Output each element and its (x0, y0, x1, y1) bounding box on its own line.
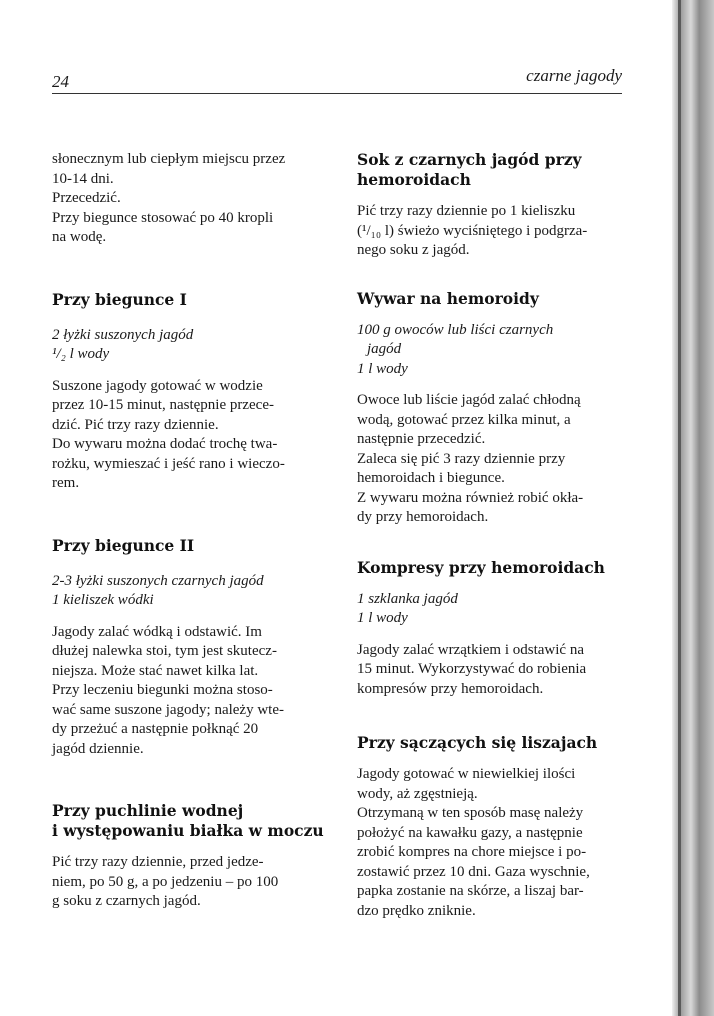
header-rule (52, 93, 622, 94)
text-line: 10-14 dni. (52, 170, 114, 187)
section-title: hemoroidach (357, 170, 471, 189)
text-line: zrobić kompres na chore miejsce i po- (357, 844, 587, 860)
section-title: Kompresy przy hemoroidach (357, 557, 605, 577)
text-line: Przy leczeniu biegunki można stoso- (52, 682, 273, 698)
ingredient-line: 2 łyżki suszonych jagód (52, 326, 194, 343)
text-line: dzić. Pić trzy razy dziennie. (52, 416, 219, 433)
section-title: i występowaniu białka w moczu (52, 821, 324, 840)
section-title: Sok z czarnych jagód przy (357, 150, 582, 169)
text-line: rem. (52, 475, 80, 491)
text-line: wać same suszone jagody; należy wte- (52, 701, 284, 718)
section-title: Przy puchlinie wodnej (52, 801, 244, 820)
intro-text (52, 150, 324, 248)
text-line: przez 10-15 minut, następnie przece- (52, 397, 274, 413)
ingredient-line: 1 l wody (357, 610, 408, 626)
ingredient-line: ¹/₂ l wody (52, 346, 110, 362)
text-line: słonecznym lub ciepłym miejscu przez (52, 151, 286, 167)
text-line: Otrzymaną w ten sposób masę należy (357, 805, 584, 821)
text-line: położyć na kawałku gazy, a następnie (357, 824, 583, 841)
page-number: 24 (52, 72, 69, 91)
text-line: papka zostanie na skórze, a liszaj bar- (357, 883, 584, 899)
text-line: nego soku z jagód. (357, 242, 470, 258)
text-line: dłużej nalewka stoi, tym jest skutecz- (52, 643, 277, 659)
text-line: Suszone jagody gotować w wodzie (52, 377, 263, 394)
ingredient-line: 1 szklanka jagód (357, 590, 458, 607)
section-puchlina (52, 801, 324, 912)
text-line: Owoce lub liście jagód zalać chłodną (357, 392, 581, 408)
text-line: Z wywaru można również robić okła- (357, 489, 584, 506)
text-line: hemoroidach i biegunce. (357, 470, 505, 486)
ingredient-line: 2-3 łyżki suszonych czarnych jagód (52, 572, 264, 589)
text-line: dy przy hemoroidach. (357, 509, 489, 525)
section-title: Przy biegunce II (52, 535, 195, 555)
text-line: Pić trzy razy dziennie, przed jedze- (52, 854, 264, 870)
text-line: (¹/₁₀ l) świeżo wyciśniętego i podgrza- (357, 222, 588, 239)
right-column (357, 150, 627, 921)
section-title: Przy sączących się liszajach (357, 733, 598, 752)
left-column (52, 150, 324, 912)
text-line: niejsza. Może stać nawet kilka lat. (52, 662, 259, 679)
running-title: czarne jagody (526, 66, 622, 85)
section-liszaje (357, 733, 627, 921)
text-line: następnie przecedzić. (357, 431, 486, 447)
section-title: Wywar na hemoroidy (357, 288, 539, 308)
text-line: 15 minut. Wykorzystywać do robienia (357, 661, 587, 677)
text-line: zostawić przez 10 dni. Gaza wyschnie, (357, 863, 590, 880)
section-biegunka-1 (52, 290, 324, 494)
text-line: Jagody zalać wrzątkiem i odstawić na (357, 641, 584, 658)
ingredient-line: 1 kieliszek wódki (52, 592, 154, 608)
text-line: rożku, wymieszać i jeść rano i wieczo- (52, 455, 285, 472)
ingredient-line: jagód (367, 341, 402, 357)
text-line: kompresów przy hemoroidach. (357, 680, 544, 697)
text-line: dzo prędko zniknie. (357, 902, 476, 919)
text-line: Zaleca się pić 3 razy dziennie przy (357, 450, 566, 467)
ingredient-line: 100 g owoców lub liści czarnych (357, 321, 554, 338)
page-edge-shadow (672, 0, 714, 1016)
section-title: Przy biegunce I (52, 289, 187, 309)
text-line: Przy biegunce stosować po 40 kropli (52, 209, 274, 226)
text-line: jagód dziennie. (52, 740, 144, 757)
text-line: niem, po 50 g, a po jedzeniu – po 100 (52, 873, 279, 890)
section-biegunka-2 (52, 536, 324, 760)
section-wywar-hemoroidy (357, 289, 627, 528)
text-line: Jagody zalać wódką i odstawić. Im (52, 623, 262, 640)
text-line: dy przeżuć a następnie połknąć 20 (52, 721, 259, 737)
text-line: Jagody gotować w niewielkiej ilości (357, 766, 576, 782)
ingredient-line: 1 l wody (357, 360, 408, 377)
text-line: wodą, gotować przez kilka minut, a (357, 411, 571, 428)
text-line: g soku z czarnych jagód. (52, 893, 201, 909)
text-line: na wodę. (52, 229, 107, 245)
text-line: Do wywaru można dodać trochę twa- (52, 436, 278, 452)
section-kompresy (357, 558, 627, 700)
text-line: Pić trzy razy dziennie po 1 kieliszku (357, 203, 576, 219)
text-line: wody, aż zgęstnieją. (357, 785, 478, 802)
text-line: Przecedzić. (52, 190, 121, 206)
section-sok-hemoroidy (357, 150, 627, 261)
